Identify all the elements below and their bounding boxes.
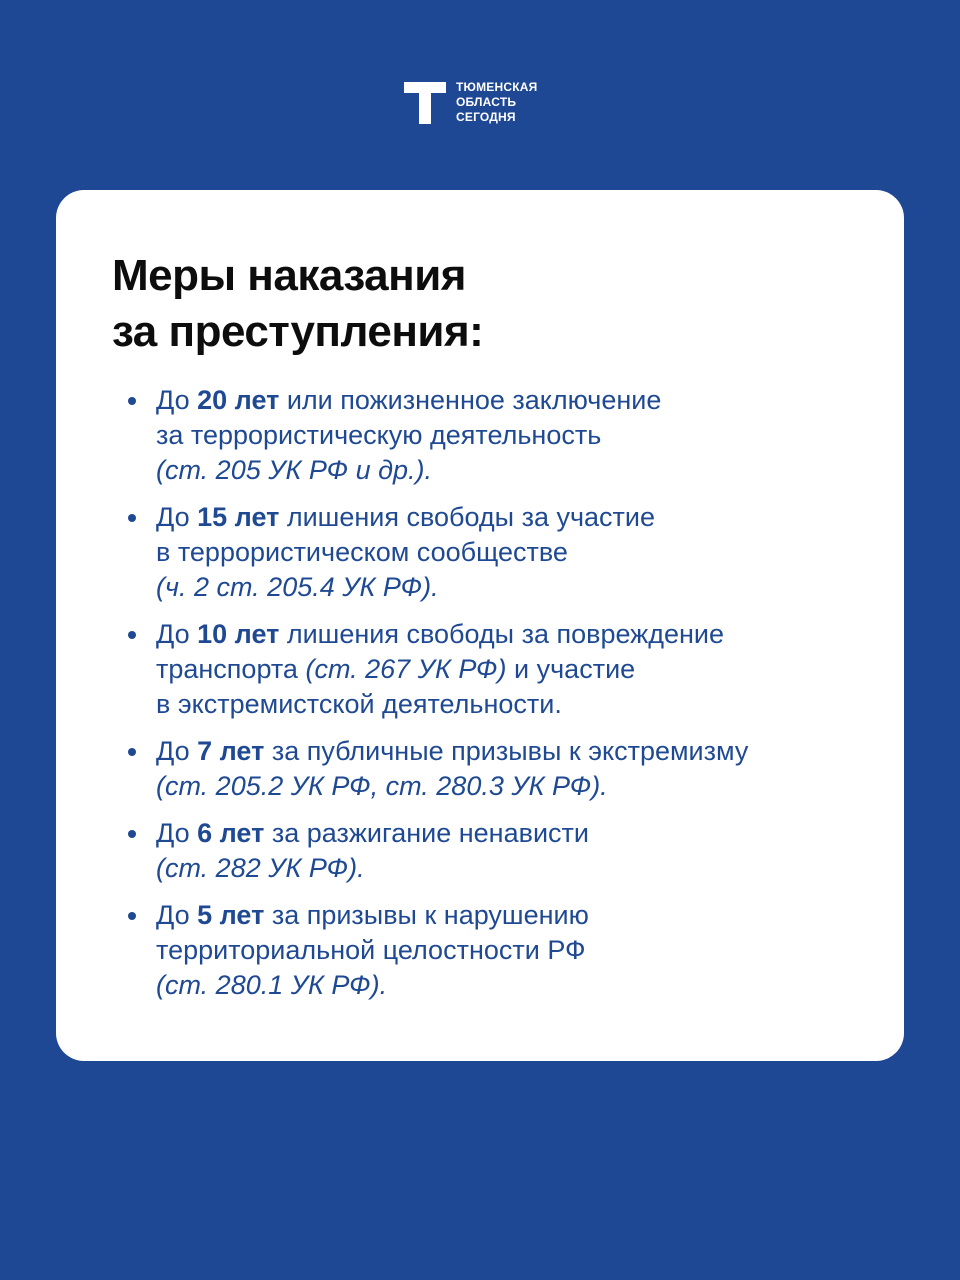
item-term: 7 лет xyxy=(197,736,265,766)
item-text: лишения свободы за повреждение xyxy=(279,619,725,649)
item-term: 5 лет xyxy=(197,900,265,930)
item-law-reference: (ч. 2 ст. 205.4 УК РФ). xyxy=(156,572,439,602)
list-item xyxy=(128,617,868,722)
item-prefix: До xyxy=(156,502,198,532)
item-law-reference: (ст. 282 УК РФ). xyxy=(156,853,365,883)
logo-line-1: ТЮМЕНСКАЯ xyxy=(456,80,538,94)
item-prefix: До xyxy=(156,736,198,766)
item-text: и участие xyxy=(506,654,636,684)
item-text: за публичные призывы к экстремизму xyxy=(264,736,749,766)
bullet-icon xyxy=(128,912,136,920)
list-item xyxy=(128,734,868,804)
penalties-list xyxy=(128,383,868,1015)
logo xyxy=(404,80,537,125)
item-text-line: территориальной целостности РФ xyxy=(156,935,586,965)
list-item xyxy=(128,500,868,605)
item-text: за разжигание ненависти xyxy=(264,818,589,848)
item-text: за призывы к нарушению xyxy=(264,900,589,930)
title-line-1: Меры наказания xyxy=(112,251,466,300)
item-term: 10 лет xyxy=(197,619,280,649)
item-law-reference: (ст. 205 УК РФ и др.). xyxy=(156,455,433,485)
list-item xyxy=(128,383,868,488)
logo-line-2: ОБЛАСТЬ xyxy=(456,95,517,109)
item-law-reference: (ст. 280.1 УК РФ). xyxy=(156,970,388,1000)
list-item xyxy=(128,898,868,1003)
item-prefix: До xyxy=(156,385,198,415)
list-item xyxy=(128,816,868,886)
item-prefix: До xyxy=(156,619,198,649)
item-text-line: в террористическом сообществе xyxy=(156,537,568,567)
item-law-reference: (ст. 267 УК РФ) xyxy=(305,654,507,684)
bullet-icon xyxy=(128,514,136,522)
item-text-line: за террористическую деятельность xyxy=(156,420,602,450)
bullet-icon xyxy=(128,631,136,639)
item-text: лишения свободы за участие xyxy=(279,502,656,532)
title-line-2: за преступления: xyxy=(112,307,484,356)
bullet-icon xyxy=(128,830,136,838)
item-prefix: До xyxy=(156,818,198,848)
item-text-line: в экстремистской деятельности. xyxy=(156,689,562,719)
item-law-reference: (ст. 205.2 УК РФ, ст. 280.3 УК РФ). xyxy=(156,771,608,801)
bullet-icon xyxy=(128,397,136,405)
logo-text xyxy=(456,80,537,125)
bullet-icon xyxy=(128,748,136,756)
item-term: 20 лет xyxy=(197,385,280,415)
item-term: 15 лет xyxy=(197,502,280,532)
item-term: 6 лет xyxy=(197,818,265,848)
item-text: транспорта xyxy=(156,654,306,684)
item-prefix: До xyxy=(156,900,198,930)
logo-line-3: СЕГОДНЯ xyxy=(456,110,516,124)
page-title xyxy=(112,248,483,360)
item-text: или пожизненное заключение xyxy=(279,385,662,415)
content-card xyxy=(56,190,904,1061)
t-letter-logo-icon xyxy=(404,80,446,125)
